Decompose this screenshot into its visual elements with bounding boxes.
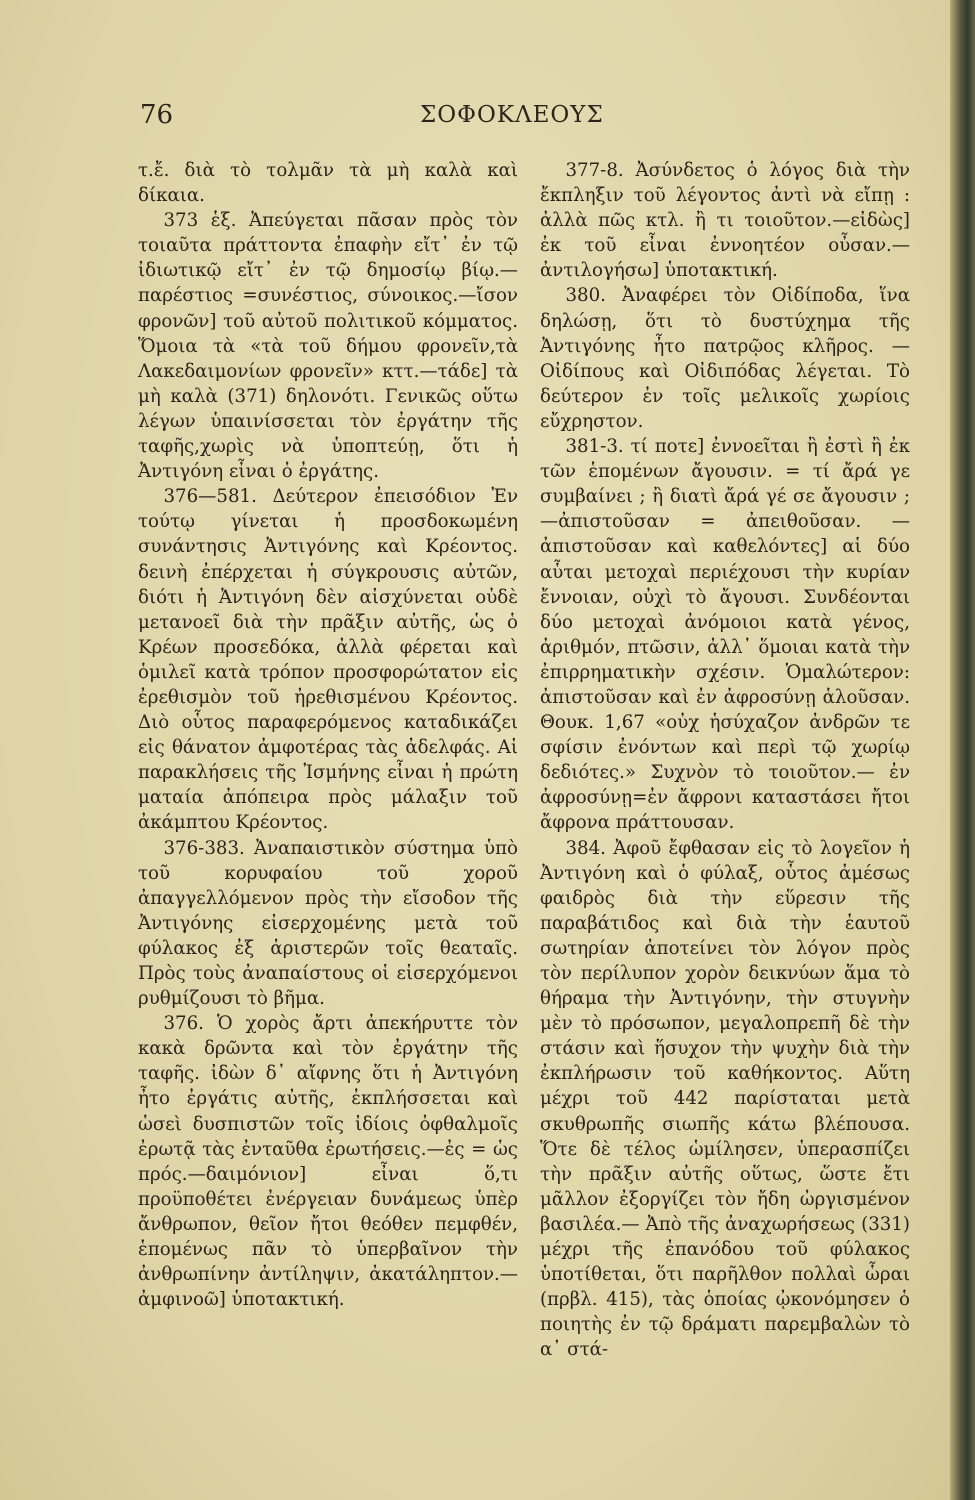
paragraph: 381-3. τί ποτε] ἐννοεῖται ἢ ἐστὶ ἢ ἐκ τῶν ἑπομένων ἄγουσιν. = τί ἄρά γε συμβαίνει ; ἢ διατὶ ἄρά γέ σε ἄγουσιν ;—ἀπιστοῦσαν = ἀπειθοῦσαν. — ἀπιστοῦσαν καὶ καθελόντες] αἱ δύο αὗται μετοχαὶ περιέχουσι τὴν κυρίαν ἔννοιαν, οὐχὶ τὸ ἄγουσι. Συνδέονται δύο μετοχαὶ ἀνόμοιοι κατὰ γένος, ἀριθμόν, πτῶσιν, ἀλλ᾽ ὅμοιαι κατὰ τὴν ἐπιρρηματικὴν σχέσιν. Ὁμαλώτερον: ἀπιστοῦσαν καὶ ἐν ἀφροσύνῃ ἁλοῦσαν. Θουκ. 1,67 «οὐχ ἡσύχαζον ἀνδρῶν τε σφίσιν ἐνόντων καὶ περὶ τῷ χωρίῳ δεδιότες.» Συχνὸν τὸ τοιοῦτον.— ἐν ἀφροσύνῃ=ἐν ἄφρονι καταστάσει ἤτοι ἄφρονα πράττουσαν.: [540, 436, 910, 834]
paragraph: 373 ἑξ. Ἀπεύγεται πᾶσαν πρὸς τὸν τοιαῦτα πράττοντα ἐπαφὴν εἴτ᾽ ἐν τῷ ἰδιωτικῷ εἴτ᾽ ἐν τῷ δημοσίῳ βίῳ.—παρέστιος =συνέστιος, σύνοικος.—ἴσον φρονῶν] τοῦ αὐτοῦ πολιτικοῦ κόμματος. Ὅμοια τὰ «τὰ τοῦ δήμου φρονεῖν,τὰ Λακεδαιμονίων φρονεῖν» κττ.—τάδε] τὰ μὴ καλὰ (371) δηλονότι. Γενικῶς οὕτω λέγων ὑπαινίσσεται τὸν ἐργάτην τῆς ταφῆς,χωρὶς νὰ ὑποπτεύῃ, ὅτι ἡ Ἀντιγόνη εἶναι ὁ ἐργάτης.: [138, 210, 518, 483]
paragraph: 377-8. Ἀσύνδετος ὁ λόγος διὰ τὴν ἔκπληξιν τοῦ λέγοντος ἀντὶ νὰ εἴπῃ : ἀλλὰ πῶς κτλ. ἢ τι τοιοῦτον.—εἰδὼς] ἐκ τοῦ εἶναι ἐννοητέον οὖσαν.—ἀντιλογήσω] ὑποτακτική.: [540, 160, 910, 282]
paragraph: 376-383. Ἀναπαιστικὸν σύστημα ὑπὸ τοῦ κορυφαίου τοῦ χοροῦ ἀπαγγελλόμενον πρὸς τὴν εἴσοδον τῆς Ἀντιγόνης εἰσερχομένης μετὰ τοῦ φύλακος ἐξ ἀριστερῶν τοῖς θεαταῖς. Πρὸς τοὺς ἀναπαίστους οἱ εἰσερχόμενοι ρυθμίζουσι τὸ βῆμα.: [138, 837, 518, 1010]
paragraph: 384. Ἀφοῦ ἔφθασαν εἰς τὸ λογεῖον ἡ Ἀντιγόνη καὶ ὁ φύλαξ, οὗτος ἀμέσως φαιδρὸς διὰ τὴν εὕρεσιν τῆς παραβάτιδος καὶ διὰ τὴν ἑαυτοῦ σωτηρίαν ἀποτείνει τὸν λόγον πρὸς τὸν περίλυπον χορὸν δεικνύων ἅμα τὸ θήραμα τὴν Ἀντιγόνην, τὴν στυγνὴν μὲν τὸ πρόσωπον, μεγαλοπρεπῆ δὲ τὴν στάσιν καὶ ἥσυχον τὴν ψυχὴν διὰ τὴν ἐκπλήρωσιν τοῦ καθήκοντος. Αὕτη μέχρι τοῦ 442 παρίσταται μετὰ σκυθρωπῆς σιωπῆς κάτω βλέπουσα. Ὅτε δὲ τέλος ὡμίλησεν, ὑπερασπίζει τὴν πρᾶξιν αὐτῆς οὕτως, ὥστε ἔτι μᾶλλον ἐξοργίζει τὸν ἤδη ὠργισμένον βασιλέα.— Ἀπὸ τῆς ἀναχωρήσεως (331) μέχρι τῆς ἐπανόδου τοῦ φύλακος ὑποτίθεται, ὅτι παρῆλθον πολλαὶ ὧραι (πρβλ. 415), τὰς ὁποίας ᾠκονόμησεν ὁ ποιητὴς ἐν τῷ δράματι παρεμβαλὼν τὸ α᾽ στά-: [540, 837, 910, 1361]
paragraph: 376. Ὁ χορὸς ἄρτι ἀπεκήρυττε τὸν κακὰ δρῶντα καὶ τὸν ἐργάτην τῆς ταφῆς. ἰδὼν δ᾽ αἴφνης ὅτι ἡ Ἀντιγόνη ἦτο ἐργάτις αὐτῆς, ἐκπλήσσεται καὶ ὡσεὶ δυσπιστῶν τοῖς ἰδίοις ὀφθαλμοῖς ἐρωτᾷ τὰς ἐνταῦθα ἐρωτήσεις.—ἐς = ὡς πρός.—δαιμόνιον] εἶναι ὅ,τι προϋποθέτει ἐνέργειαν δυνάμεως ὑπὲρ ἄνθρωπον, θεῖον ἤτοι θεόθεν πεμφθέν, ἑπομένως πᾶν τὸ ὑπερβαῖνον τὴν ἀνθρωπίνην ἀντίληψιν, ἀκατάληπτον.— ἀμφινοῶ] ὑποτακτική.: [138, 1013, 518, 1311]
left-column: [138, 158, 518, 1312]
paragraph: 376—581. Δεύτερον ἐπεισόδιον Ἐν τούτῳ γίνεται ἡ προσδοκωμένη συνάντησις Ἀντιγόνης καὶ Κρέοντος. δεινὴ ἐπέρχεται ἡ σύγκρουσις αὐτῶν, διότι ἡ Ἀντιγόνη δὲν αἰσχύνεται οὐδὲ μετανοεῖ διὰ τὴν πρᾶξιν αὐτῆς, ὡς ὁ Κρέων προσεδόκα, ἀλλὰ φέρεται καὶ ὁμιλεῖ κατὰ τρόπον προσφορώτατον εἰς ἐρεθισμὸν τοῦ ἠρεθισμένου Κρέοντος. Διὸ οὗτος παραφερόμενος καταδικάζει εἰς θάνατον ἀμφοτέρας τὰς ἀδελφάς. Αἱ παρακλήσεις τῆς Ἰσμήνης εἶναι ἡ πρώτη ματαία ἀπόπειρα πρὸς μάλαξιν τοῦ ἀκάμπτου Κρέοντος.: [138, 486, 518, 834]
paragraph: 380. Ἀναφέρει τὸν Οἰδίποδα, ἵνα δηλώσῃ, ὅτι τὸ δυστύχημα τῆς Ἀντιγόνης ἦτο πατρῷος κλῆρος. — Οἰδίπους καὶ Οἰδιπόδας λέγεται. Τὸ δεύτερον ἐν τοῖς μελικοῖς χωρίοις εὔχρηστον.: [540, 285, 910, 432]
page-number: 76: [140, 100, 174, 130]
book-edge: [950, 0, 975, 1500]
paragraph: τ.ἔ. διὰ τὸ τολμᾶν τὰ μὴ καλὰ καὶ δίκαια.: [138, 160, 518, 207]
running-title: ΣΟΦΟΚΛΕΟΥΣ: [420, 102, 604, 128]
right-column: [540, 158, 910, 1363]
